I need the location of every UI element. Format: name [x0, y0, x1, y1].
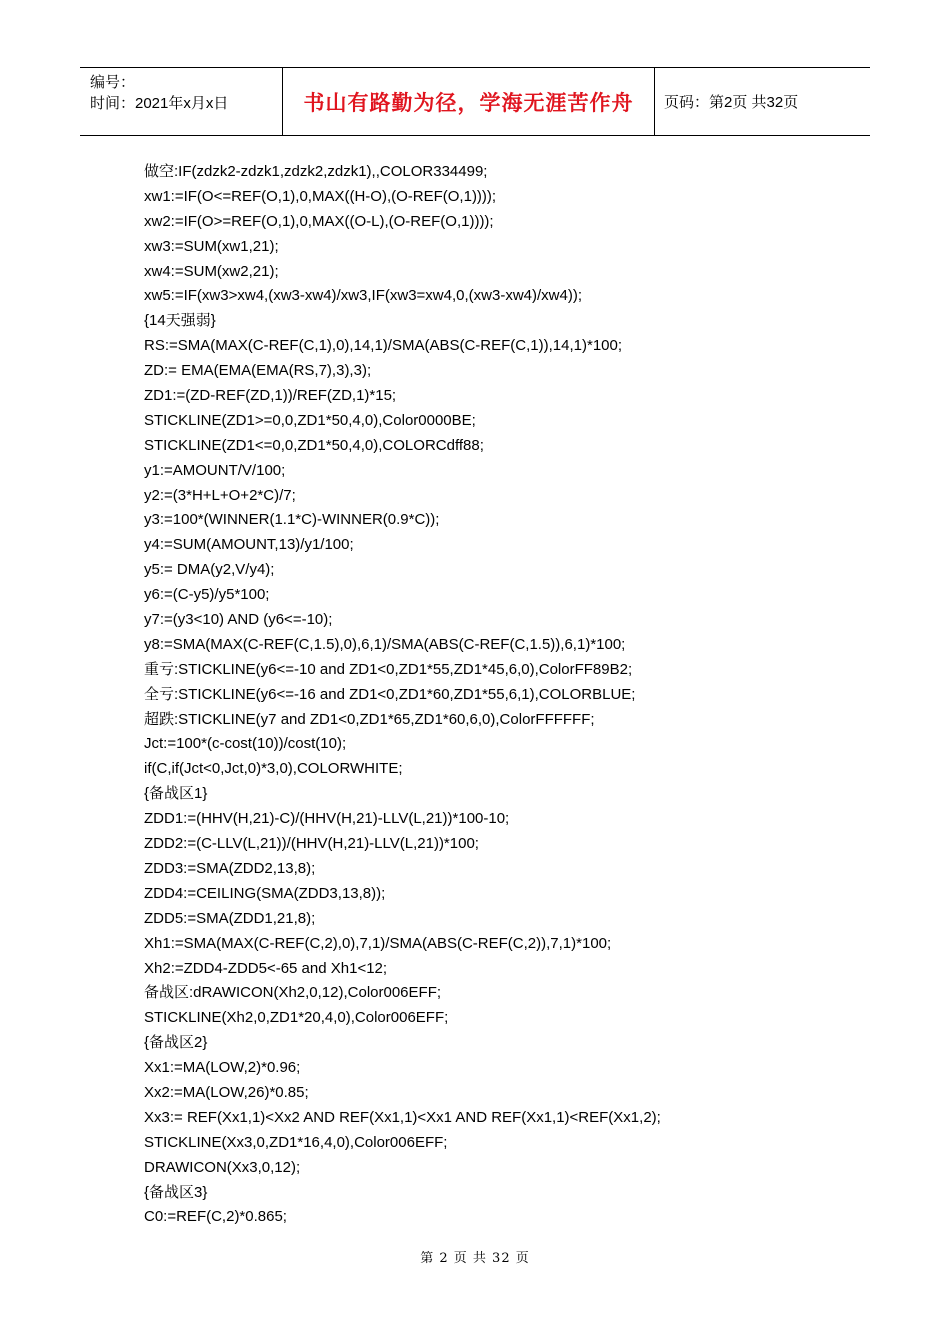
code-line: ZDD5:=SMA(ZDD1,21,8); [144, 909, 316, 927]
code-line: ZD1:=(ZD-REF(ZD,1))/REF(ZD,1)*15; [144, 387, 397, 405]
code-line: y1:=AMOUNT/V/100; [144, 461, 286, 479]
code-line: xw1:=IF(O<=REF(O,1),0,MAX((H-O),(O-REF(O,1)))); [144, 187, 497, 205]
code-line: xw5:=IF(xw3>xw4,(xw3-xw4)/xw3,IF(xw3=xw4,0,(xw3-xw4)/xw4)); [144, 287, 582, 305]
code-line: ZDD2:=(C-LLV(L,21))/(HHV(H,21)-LLV(L,21))*100; [144, 835, 479, 853]
code-line: STICKLINE(Xh2,0,ZD1*20,4,0),Color006EFF; [144, 1009, 449, 1027]
code-line: C0:=REF(C,2)*0.865; [144, 1208, 287, 1226]
code-line: {备战区1} [144, 785, 208, 803]
code-line: STICKLINE(Xx3,0,ZD1*16,4,0),Color006EFF; [144, 1133, 448, 1151]
code-line: 超跌:STICKLINE(y7 and ZD1<0,ZD1*65,ZD1*60,6,0),ColorFFFFFF; [144, 710, 595, 728]
code-line: STICKLINE(ZD1>=0,0,ZD1*50,4,0),Color0000BE; [144, 411, 476, 429]
code-line: {14天强弱} [144, 312, 216, 330]
code-line: y2:=(3*H+L+O+2*C)/7; [144, 486, 296, 504]
code-line: STICKLINE(ZD1<=0,0,ZD1*50,4,0),COLORCdff88; [144, 436, 484, 454]
code-line: DRAWICON(Xx3,0,12); [144, 1158, 301, 1176]
header-motto-cell [283, 68, 655, 135]
code-line: Xx1:=MA(LOW,2)*0.96; [144, 1059, 301, 1077]
code-line: {备战区3} [144, 1183, 208, 1201]
formula-code-block [144, 160, 864, 1230]
motto: 书山有路勤为径，学海无涯苦作舟 [303, 89, 634, 115]
code-line: ZDD4:=CEILING(SMA(ZDD3,13,8)); [144, 884, 386, 902]
code-line: ZDD3:=SMA(ZDD2,13,8); [144, 859, 316, 877]
code-line: y4:=SUM(AMOUNT,13)/y1/100; [144, 536, 354, 554]
code-line: 备战区:dRAWICON(Xh2,0,12),Color006EFF; [144, 984, 442, 1002]
code-line: xw2:=IF(O>=REF(O,1),0,MAX((O-L),(O-REF(O,1)))); [144, 212, 494, 230]
header-table [80, 67, 870, 136]
code-line: if(C,if(Jct<0,Jct,0)*3,0),COLORWHITE; [144, 760, 403, 778]
number-label: 编号： [90, 74, 136, 91]
code-line: y3:=100*(WINNER(1.1*C)-WINNER(0.9*C)); [144, 511, 440, 529]
code-line: y6:=(C-y5)/y5*100; [144, 586, 270, 604]
code-line: xw4:=SUM(xw2,21); [144, 262, 279, 280]
code-line: 全亏:STICKLINE(y6<=-16 and ZD1<0,ZD1*60,ZD1*55,6,1),COLORBLUE; [144, 685, 636, 703]
code-line: Xh2:=ZDD4-ZDD5<-65 and Xh1<12; [144, 959, 388, 977]
code-line: ZDD1:=(HHV(H,21)-C)/(HHV(H,21)-LLV(L,21))*100-10; [144, 810, 510, 828]
code-line: xw3:=SUM(xw1,21); [144, 237, 279, 255]
code-line: Xx3:= REF(Xx1,1)<Xx2 AND REF(Xx1,1)<Xx1 AND REF(Xx1,1)<REF(Xx1,2); [144, 1108, 661, 1126]
code-line: 做空:IF(zdzk2-zdzk1,zdzk2,zdzk1),,COLOR334499; [144, 163, 488, 180]
code-line: ZD:= EMA(EMA(EMA(RS,7),3),3); [144, 362, 372, 380]
header-page-cell [655, 68, 870, 135]
code-line: Xx2:=MA(LOW,26)*0.85; [144, 1083, 309, 1101]
code-line: Jct:=100*(c-cost(10))/cost(10); [144, 735, 347, 753]
time-label: 时间：2021年x月x日 [90, 95, 229, 112]
code-line: y8:=SMA(MAX(C-REF(C,1.5),0),6,1)/SMA(ABS(C-REF(C,1.5)),6,1)*100; [144, 635, 626, 653]
code-line: 重亏:STICKLINE(y6<=-10 and ZD1<0,ZD1*55,ZD1*45,6,0),ColorFF89B2; [144, 660, 633, 678]
code-line: y7:=(y3<10) AND (y6<=-10); [144, 611, 333, 629]
code-line: {备战区2} [144, 1034, 208, 1052]
header-meta-cell [80, 68, 283, 135]
page-footer: 第 2 页 共 32 页 [420, 1251, 530, 1266]
page-info: 页码：第2页 共32页 [664, 94, 799, 111]
code-line: y5:= DMA(y2,V/y4); [144, 561, 275, 579]
code-line: RS:=SMA(MAX(C-REF(C,1),0),14,1)/SMA(ABS(C-REF(C,1)),14,1)*100; [144, 337, 623, 355]
code-line: Xh1:=SMA(MAX(C-REF(C,2),0),7,1)/SMA(ABS(C-REF(C,2)),7,1)*100; [144, 934, 612, 952]
